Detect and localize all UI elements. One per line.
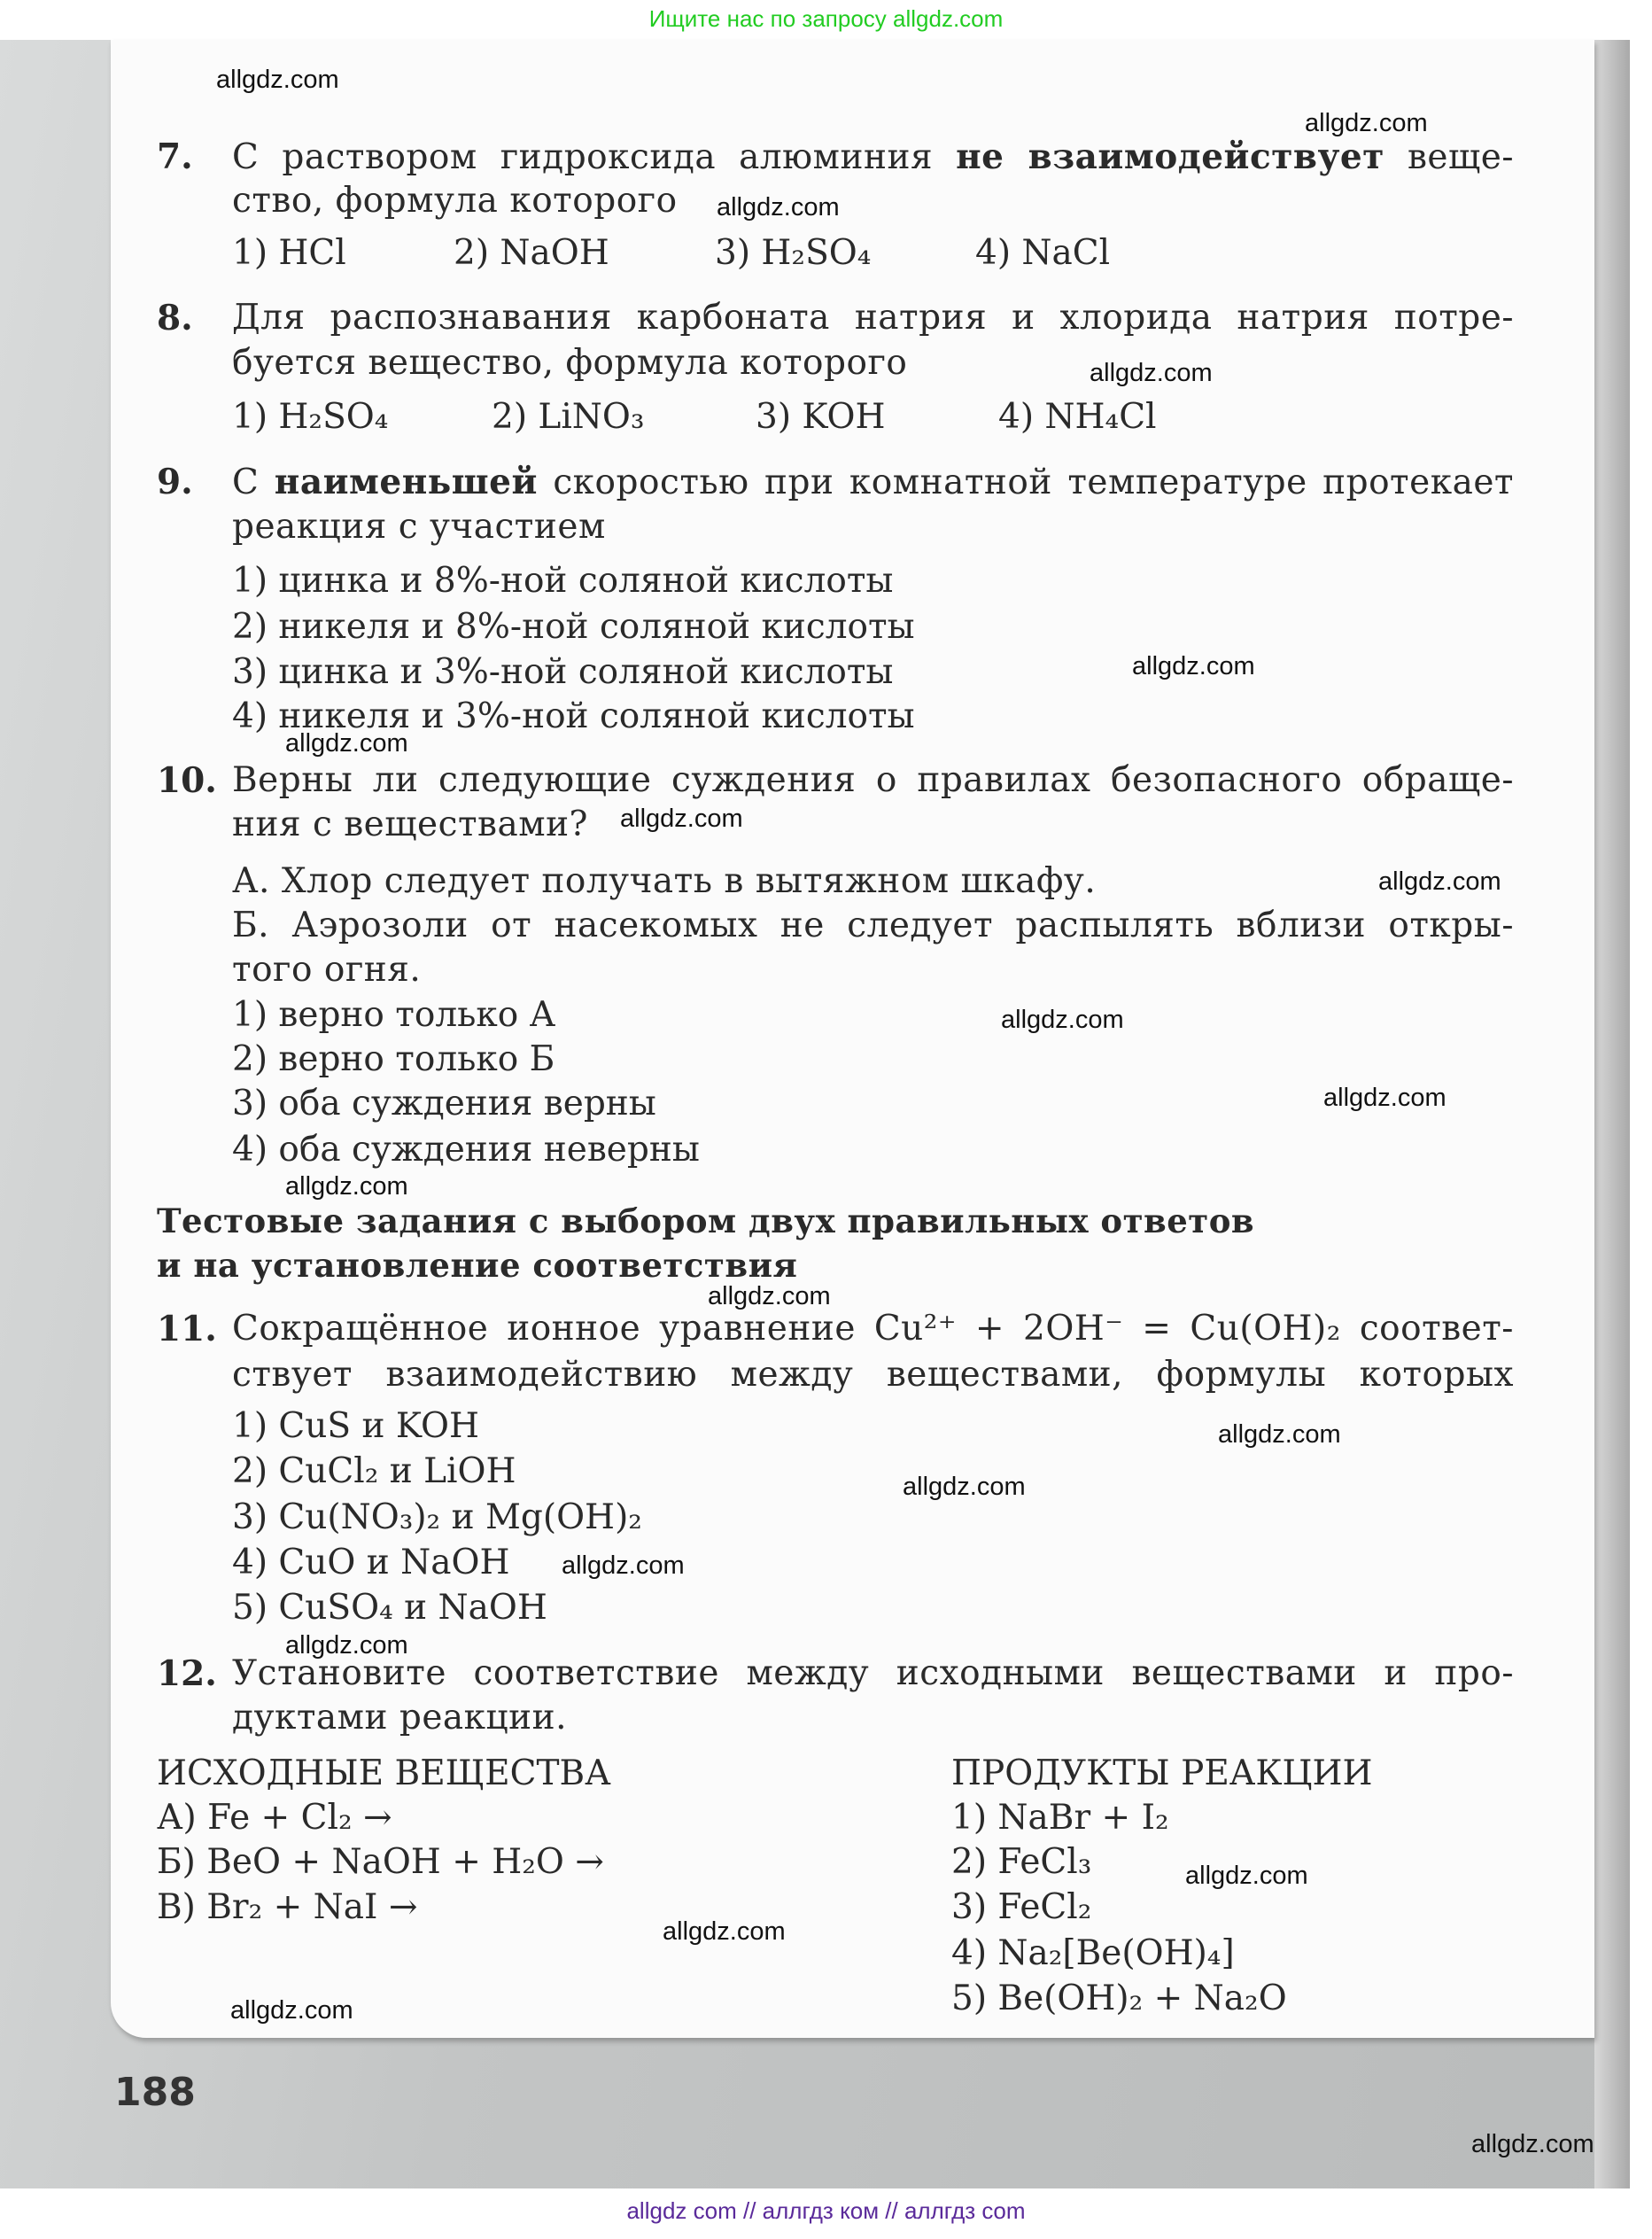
q10-option-3: 3) оба суждения верны [232,1084,656,1123]
q9-text-bold: наименьшей [274,462,538,502]
q9-number: 9. [157,462,193,502]
q7-text-line1 [232,135,1514,179]
watermark: allgdz.com [1132,652,1255,680]
q10-number: 10. [157,760,217,801]
watermark: allgdz.com [230,1996,353,2025]
q12-reactant-v: В) Br₂ + NaI → [157,1887,418,1927]
q10-option-4: 4) оба суждения неверны [232,1130,700,1170]
q11-option-4: 4) CuO и NaOH [232,1543,510,1582]
watermark: allgdz.com [717,193,840,222]
q12-product-2: 2) FeCl₃ [951,1842,1092,1882]
q9-option-2: 2) никеля и 8%-ной соляной кислоты [232,607,915,647]
q9-text-line1 [232,460,1514,504]
q8-text-line2: буется вещество, формула которого [232,343,908,383]
book-spine-edge [1594,40,1630,2188]
q12-left-header: ИСХОДНЫЕ ВЕЩЕСТВА [157,1753,611,1793]
watermark: allgdz.com [1305,109,1428,137]
q10-option-1: 1) верно только А [232,995,556,1035]
q10-option-2: 2) верно только Б [232,1039,555,1079]
watermark: allgdz.com [285,1172,408,1201]
q10-statement-b-line1: Б. Аэрозоли от насекомых не следует распылять вблизи откры- [232,906,1514,945]
q12-product-1: 1) NaBr + I₂ [951,1798,1169,1838]
q7-number: 7. [157,136,193,177]
watermark: allgdz.com [1185,1862,1308,1890]
q7-text-bold: не взаимодействует [956,136,1384,177]
q7-option-1: 1) HCl [232,233,346,273]
q10-statement-a: А. Хлор следует получать в вытяжном шкафу. [232,861,1097,901]
q7-text-a: С раствором гидроксида алюминия [232,137,957,177]
q11-option-2: 2) CuCl₂ и LiOH [232,1451,516,1491]
q12-text-line1: Установите соответствие между исходными веществами и про- [232,1653,1514,1693]
watermark: allgdz.com [708,1282,831,1310]
q9-text-c: скоростью при комнатной температуре протекает [537,463,1514,502]
q12-reactant-a: А) Fe + Cl₂ → [157,1798,392,1838]
q7-text-c: веще- [1384,137,1514,177]
q11-text-line1: Сокращённое ионное уравнение Cu²⁺ + 2OH⁻ = Cu(OH)₂ соответ- [232,1309,1514,1349]
section-heading-line2: и на установление соответствия [157,1246,798,1285]
watermark: allgdz.com [285,729,408,758]
q9-option-1: 1) цинка и 8%-ной соляной кислоты [232,561,894,601]
bottom-footer-links[interactable]: allgdz com // аллгдз ком // аллгдз com [626,2197,1026,2224]
q10-statement-b-line2: того огня. [232,950,422,990]
q8-option-3: 3) KOH [756,397,886,437]
q8-option-2: 2) LiNO₃ [492,397,645,437]
q9-text-a: С [232,463,275,502]
watermark: allgdz.com [216,66,339,94]
q12-right-header: ПРОДУКТЫ РЕАКЦИИ [951,1753,1373,1793]
q9-option-4: 4) никеля и 3%-ной соляной кислоты [232,696,915,736]
watermark: allgdz.com [1090,359,1213,387]
q7-option-3: 3) H₂SO₄ [715,233,872,273]
q12-product-5: 5) Be(OH)₂ + Na₂O [951,1979,1287,2018]
watermark: allgdz.com [1218,1420,1341,1449]
watermark: allgdz.com [1471,2130,1594,2158]
q7-text-line2: ство, формула которого [232,181,678,221]
watermark: allgdz.com [1323,1084,1446,1112]
q12-number: 12. [157,1653,217,1694]
section-heading-line1: Тестовые задания с выбором двух правильных ответов [157,1201,1255,1240]
q8-option-1: 1) H₂SO₄ [232,397,389,437]
watermark: allgdz.com [663,1917,786,1946]
watermark: allgdz.com [562,1551,685,1580]
q11-text-line2: ствует взаимодействию между веществами, формулы которых [232,1355,1514,1395]
q10-text-line2: ния с веществами? [232,805,588,844]
q8-text-line1: Для распознавания карбоната натрия и хлорида натрия потре- [232,298,1514,338]
top-banner[interactable]: Ищите нас по запросу allgdz.com [648,5,1004,32]
watermark: allgdz.com [285,1631,408,1660]
watermark: allgdz.com [1001,1006,1124,1034]
q12-reactant-b: Б) BeO + NaOH + H₂O → [157,1842,604,1882]
q8-number: 8. [157,298,193,338]
q11-number: 11. [157,1309,217,1349]
page-number: 188 [114,2070,196,2115]
q12-product-4: 4) Na₂[Be(OH)₄] [951,1933,1235,1973]
q7-option-4: 4) NaCl [975,233,1111,273]
q8-option-4: 4) NH₄Cl [998,397,1157,437]
watermark: allgdz.com [903,1473,1026,1501]
q10-text-line1: Верны ли следующие суждения о правилах безопасного обраще- [232,760,1514,800]
q7-option-2: 2) NaOH [454,233,609,273]
q9-option-3: 3) цинка и 3%-ной соляной кислоты [232,652,894,692]
q11-option-5: 5) CuSO₄ и NaOH [232,1588,547,1628]
q12-product-3: 3) FeCl₂ [951,1887,1092,1927]
watermark: allgdz.com [620,805,743,833]
q12-text-line2: дуктами реакции. [232,1698,568,1738]
q11-option-1: 1) CuS и KOH [232,1406,479,1446]
watermark: allgdz.com [1378,867,1501,896]
q11-option-3: 3) Cu(NO₃)₂ и Mg(OH)₂ [232,1497,642,1537]
q9-text-line2: реакция с участием [232,507,606,547]
